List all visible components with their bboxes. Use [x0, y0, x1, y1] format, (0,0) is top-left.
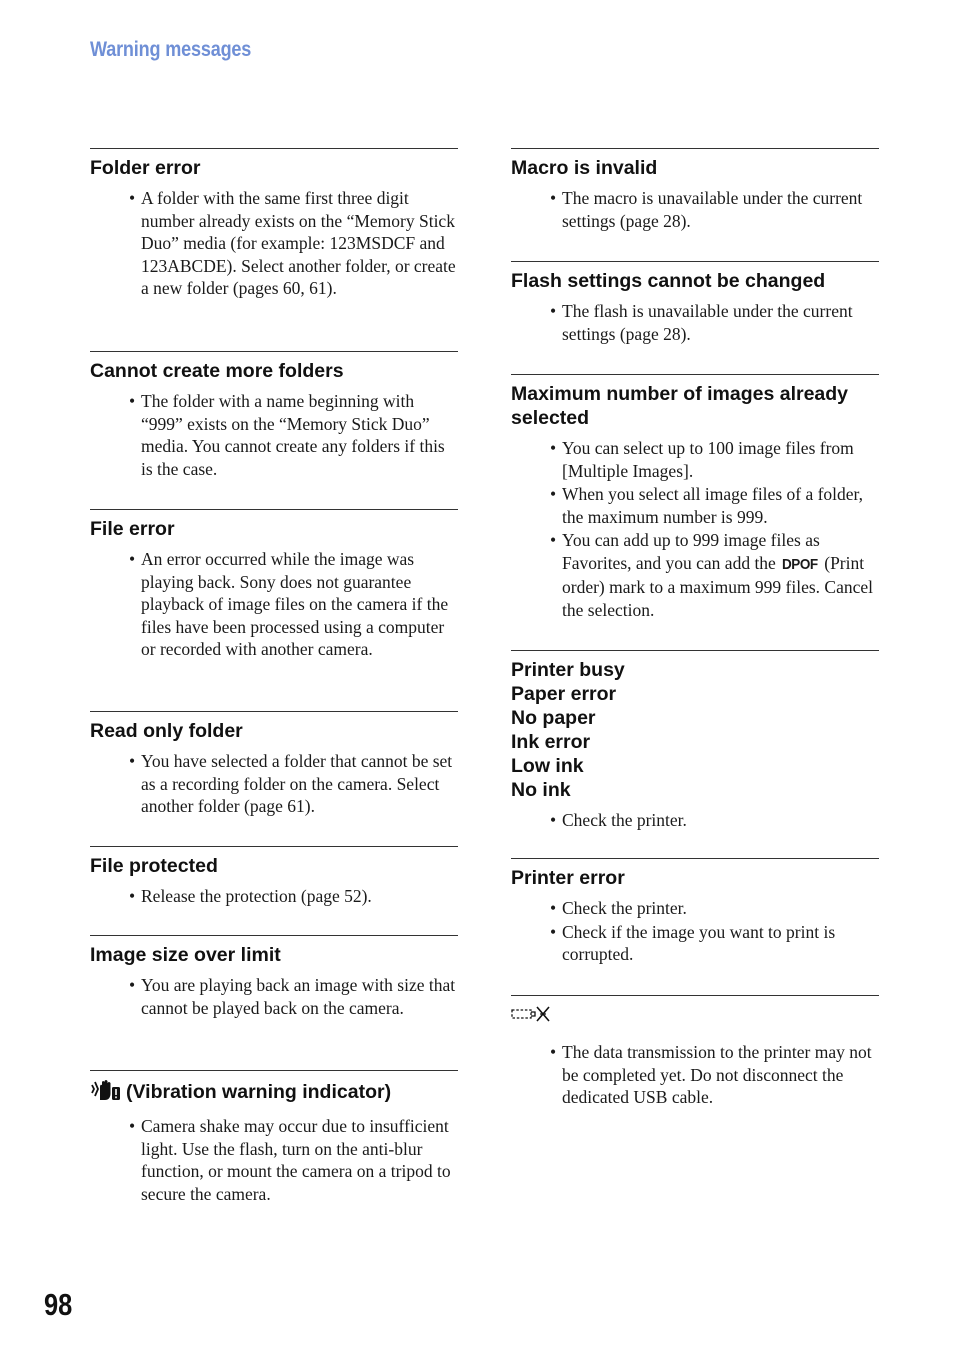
- bullet-item: • When you select all image files of a folder, the maximum number is 999.: [550, 483, 879, 528]
- usb-transmission-icon: [511, 1008, 553, 1030]
- section-heading: Low ink: [511, 755, 584, 777]
- dpof-mark: DPOF: [782, 555, 818, 573]
- section-heading: Flash settings cannot be changed: [511, 270, 826, 292]
- section-file-protected: [90, 846, 458, 935]
- section-printer-status: [511, 650, 879, 858]
- section-cannot-create-folders: [90, 351, 458, 509]
- section-file-error: [90, 509, 458, 711]
- section-vibration-warning: [90, 1070, 458, 1205]
- running-head: Warning messages: [90, 38, 252, 61]
- left-column: [90, 148, 458, 1206]
- section-printer-error: [511, 858, 879, 995]
- section-heading: Printer error: [511, 867, 625, 889]
- section-heading: No paper: [511, 707, 596, 729]
- bullet-item: [550, 529, 879, 621]
- bullet-item: • Check the printer.: [550, 809, 879, 832]
- bullet-item: • Release the protection (page 52).: [129, 885, 458, 908]
- bullet-text: (Print order) mark to a maximum 999 files. Cancel the selection.: [562, 552, 874, 620]
- bullet-item: • The data transmission to the printer may not be completed yet. Do not disconnect the dedicated USB cable.: [550, 1041, 879, 1109]
- section-heading: File error: [90, 518, 175, 540]
- bullet-item: • You have selected a folder that cannot be set as a recording folder on the camera. Select another folder (page 61).: [129, 750, 458, 818]
- section-usb-transmission: [511, 995, 879, 1109]
- section-max-images: [511, 374, 879, 650]
- section-image-size-over-limit: [90, 935, 458, 1070]
- section-heading: File protected: [90, 855, 218, 877]
- bullet-item: • An error occurred while the image was playing back. Sony does not guarantee playback of image files on the camera if the files have been processed using a computer or recorded with another camera.: [129, 548, 458, 661]
- section-macro-invalid: [511, 148, 879, 261]
- section-heading: Cannot create more folders: [90, 360, 344, 382]
- bullet-item: • Camera shake may occur due to insufficient light. Use the flash, turn on the anti-blur function, or mount the camera on a tripod to secure the camera.: [129, 1115, 458, 1205]
- section-heading: (Vibration warning indicator): [126, 1081, 392, 1103]
- bullet-item: • Check if the image you want to print is corrupted.: [550, 921, 879, 966]
- bullet-item: • You can select up to 100 image files from [Multiple Images].: [550, 437, 879, 482]
- right-column: [511, 148, 879, 1110]
- section-heading: Folder error: [90, 157, 201, 179]
- page-number: 98: [44, 1287, 73, 1322]
- vibration-warning-icon: [90, 1078, 122, 1108]
- bullet-item: • The macro is unavailable under the current settings (page 28).: [550, 187, 879, 232]
- section-read-only-folder: [90, 711, 458, 846]
- section-heading: Ink error: [511, 731, 591, 753]
- bullet-item: • A folder with the same first three digit number already exists on the “Memory Stick Duo” media (for example: 123MSDCF and 123ABCDE). Select another folder, or create a new folder (pages 60, 61).: [129, 187, 458, 300]
- section-heading: Paper error: [511, 683, 617, 705]
- bullet-item: • Check the printer.: [550, 897, 879, 920]
- section-heading: Read only folder: [90, 720, 243, 742]
- section-heading: Image size over limit: [90, 944, 281, 966]
- section-heading: Macro is invalid: [511, 157, 658, 179]
- bullet-item: • You are playing back an image with size that cannot be played back on the camera.: [129, 974, 458, 1019]
- bullet-text: You can add up to 999 image files as Favorites, and you can add the: [562, 530, 820, 573]
- section-heading: No ink: [511, 779, 571, 801]
- section-heading: Printer busy: [511, 659, 625, 681]
- section-heading: Maximum number of images already selected: [511, 383, 849, 429]
- bullet-item: • The folder with a name beginning with “999” exists on the “Memory Stick Duo” media. You cannot create any folders if this is the case.: [129, 390, 458, 480]
- section-flash-settings: [511, 261, 879, 374]
- section-folder-error: [90, 148, 458, 351]
- bullet-item: • The flash is unavailable under the current settings (page 28).: [550, 300, 879, 345]
